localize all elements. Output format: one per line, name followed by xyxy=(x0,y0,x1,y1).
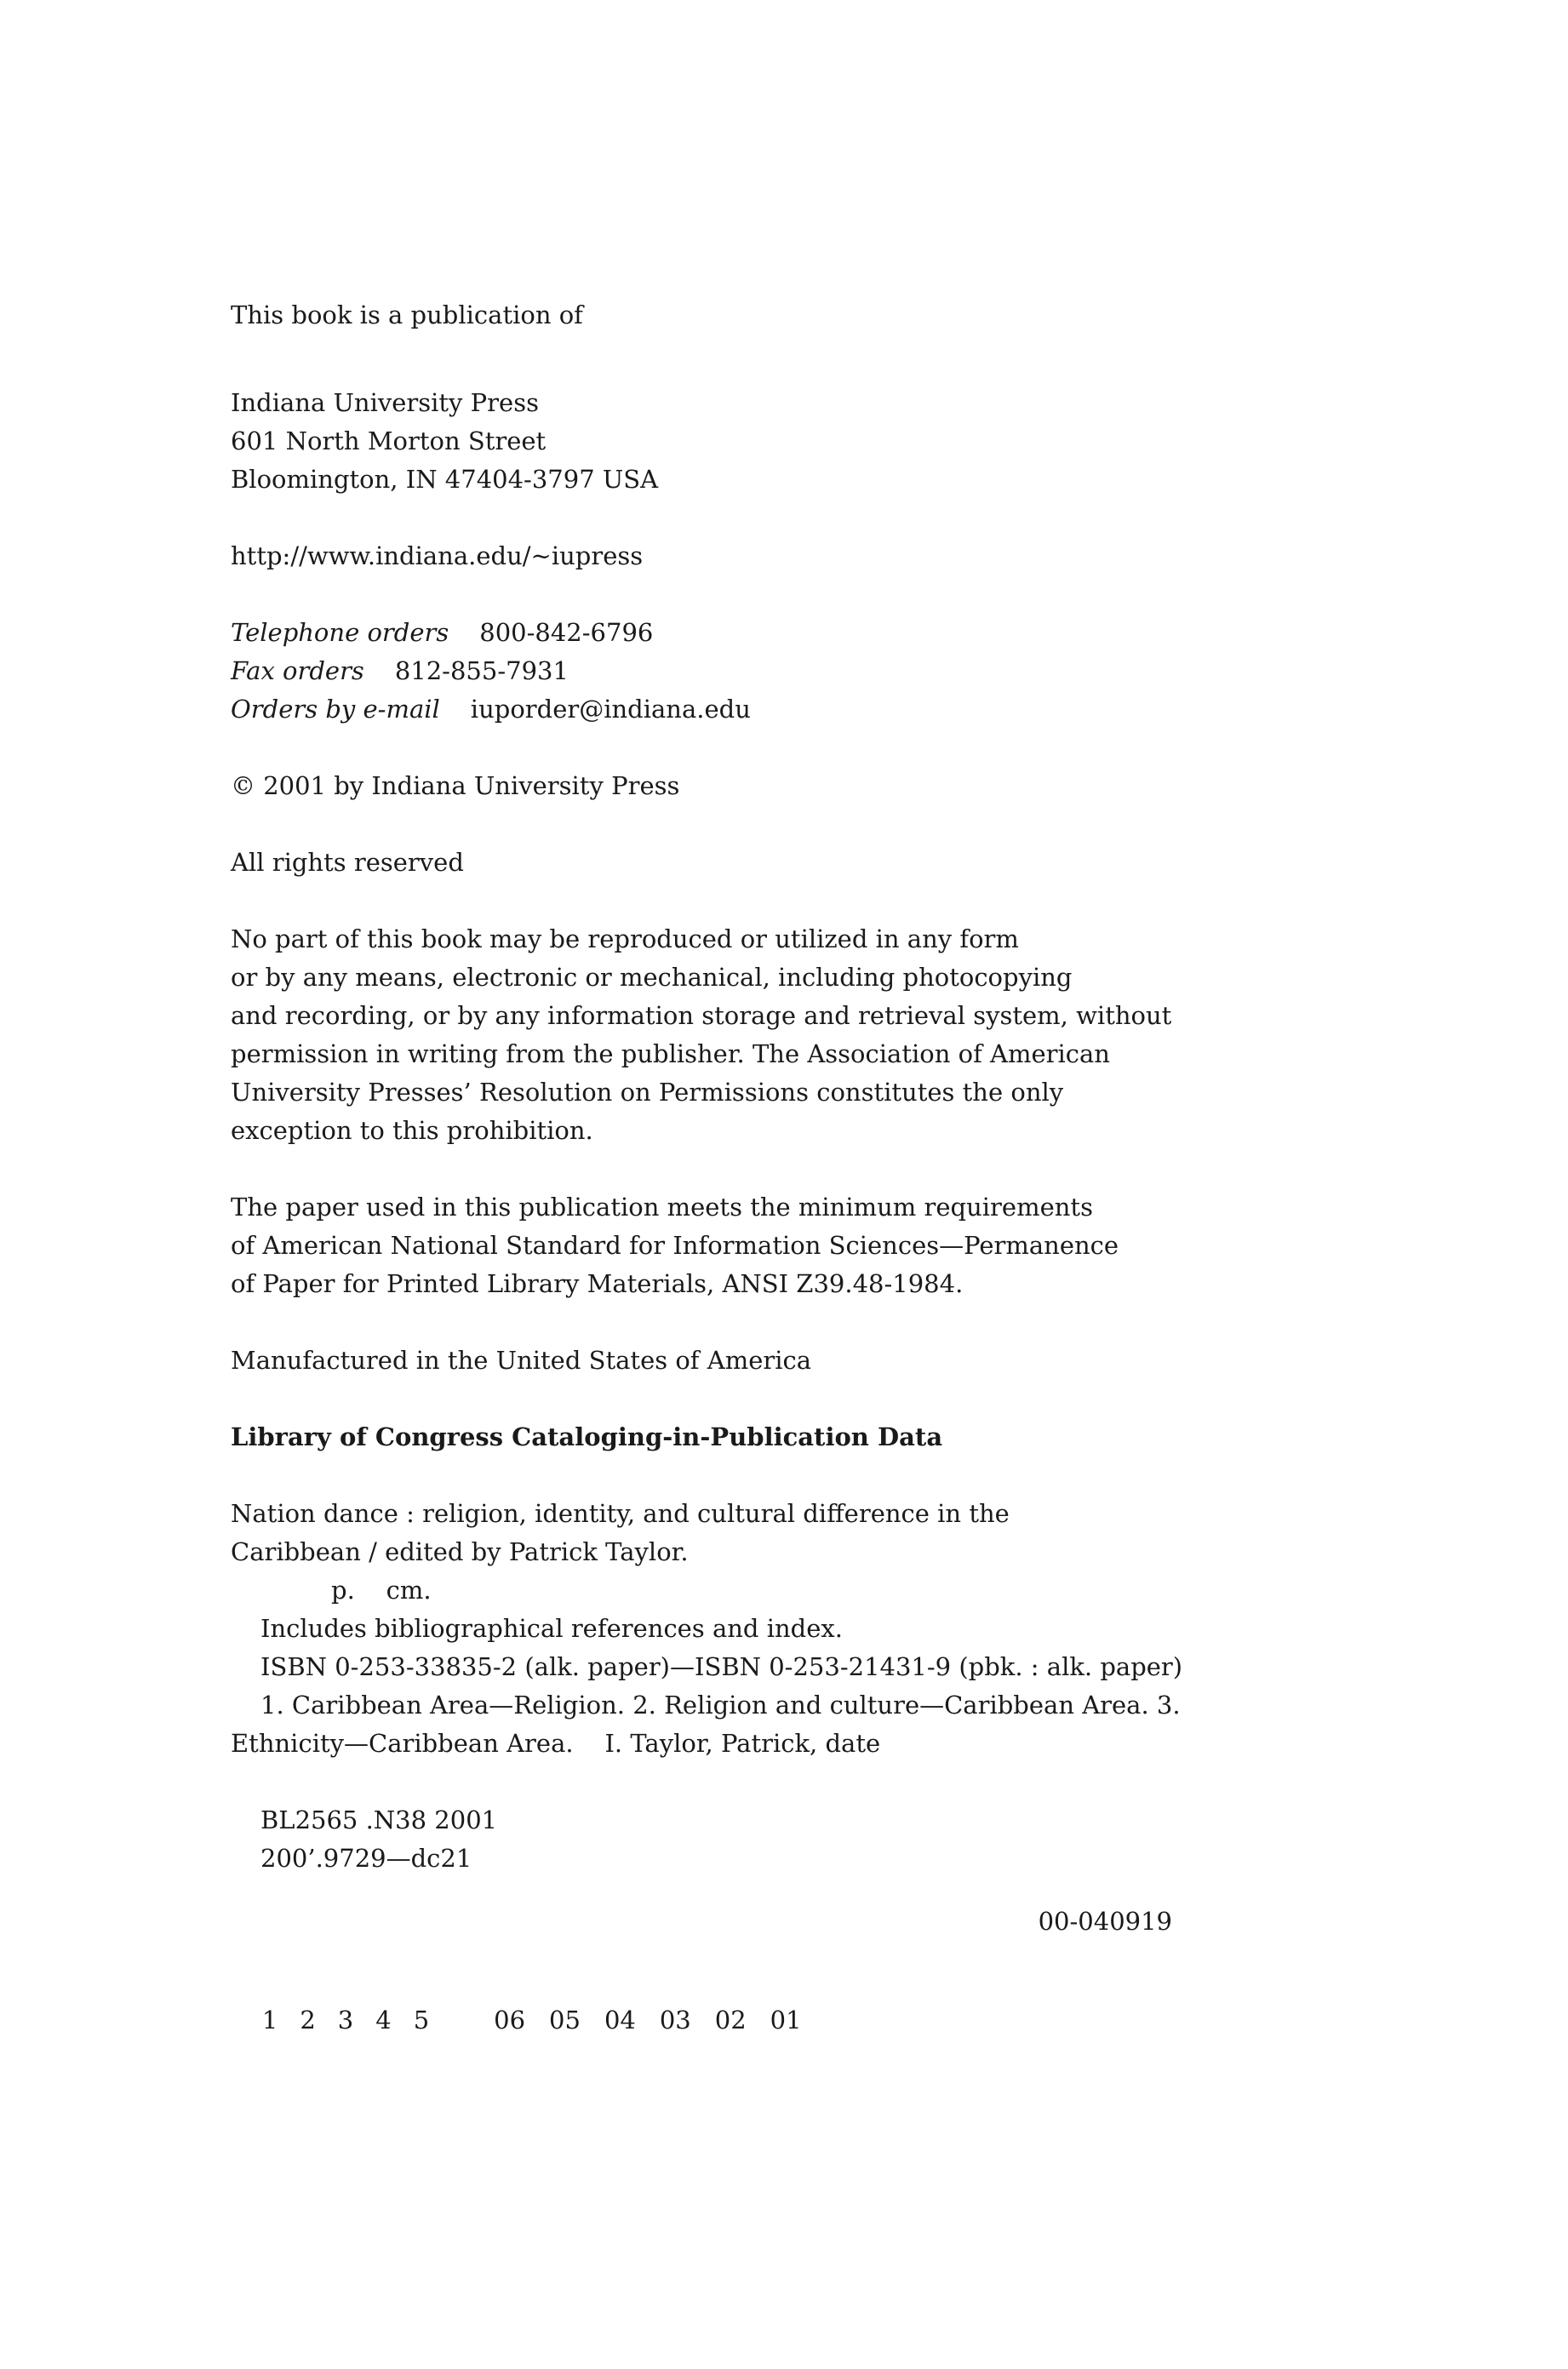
cip-dewey: 200’.9729—dc21 xyxy=(260,1844,472,1873)
publication-intro: This book is a publication of xyxy=(231,300,583,329)
impression-number: 2 xyxy=(300,2006,316,2034)
telephone-value: 800-842-6796 xyxy=(479,618,654,647)
cip-subjects-line: Ethnicity—Caribbean Area. I. Taylor, Patrick, date xyxy=(231,1729,881,1758)
impression-year: 02 xyxy=(714,2006,747,2034)
rights-line: All rights reserved xyxy=(231,848,464,877)
impression-number: 5 xyxy=(413,2006,430,2034)
impression-number: 1 xyxy=(261,2006,278,2034)
reproduction-notice-line: exception to this prohibition. xyxy=(231,1116,593,1145)
cip-title-line: Caribbean / edited by Patrick Taylor. xyxy=(231,1537,689,1566)
reproduction-notice-line: University Presses’ Resolution on Permissions constitutes the only xyxy=(231,1078,1064,1107)
email-orders xyxy=(231,690,751,729)
impression-year: 03 xyxy=(659,2006,691,2034)
impression-number: 3 xyxy=(337,2006,354,2034)
publisher-url: http://www.indiana.edu/~iupress xyxy=(231,541,644,570)
impression-year: 01 xyxy=(770,2006,802,2034)
reproduction-notice-line: and recording, or by any information storage and retrieval system, without xyxy=(231,1001,1172,1030)
impression-year: 05 xyxy=(549,2006,581,2034)
reproduction-notice-line: No part of this book may be reproduced or utilized in any form xyxy=(231,924,1019,953)
telephone-orders xyxy=(231,614,653,652)
copyright-line: © 2001 by Indiana University Press xyxy=(231,771,680,800)
email-label: Orders by e-mail xyxy=(231,695,440,724)
cip-subjects-line: 1. Caribbean Area—Religion. 2. Religion and culture—Caribbean Area. 3. xyxy=(260,1691,1181,1720)
paper-notice-line: of American National Standard for Information Sciences—Permanence xyxy=(231,1231,1119,1260)
impression-year: 04 xyxy=(604,2006,636,2034)
publisher-street: 601 North Morton Street xyxy=(231,426,547,455)
cip-lc-class: BL2565 .N38 2001 xyxy=(260,1805,498,1834)
impression-year: 06 xyxy=(494,2006,526,2034)
cip-pages: p. cm. xyxy=(331,1576,432,1605)
email-value: iuporder@indiana.edu xyxy=(470,695,751,724)
publisher-name: Indiana University Press xyxy=(231,388,539,417)
cip-bibliography: Includes bibliographical references and index. xyxy=(260,1614,843,1643)
fax-orders xyxy=(231,652,569,690)
paper-notice-line: The paper used in this publication meets the minimum requirements xyxy=(231,1193,1093,1222)
print-line xyxy=(231,1963,826,2078)
publisher-city: Bloomington, IN 47404-3797 USA xyxy=(231,465,659,494)
fax-label: Fax orders xyxy=(231,656,364,685)
reproduction-notice-line: permission in writing from the publisher. The Association of American xyxy=(231,1039,1110,1068)
cip-lccn: 00-040919 xyxy=(1038,1907,1172,1936)
impression-number: 4 xyxy=(375,2006,392,2034)
cip-isbn: ISBN 0-253-33835-2 (alk. paper)—ISBN 0-253-21431-9 (pbk. : alk. paper) xyxy=(260,1652,1183,1681)
reproduction-notice-line: or by any means, electronic or mechanical, including photocopying xyxy=(231,963,1073,992)
fax-value: 812-855-7931 xyxy=(394,656,569,685)
paper-notice-line: of Paper for Printed Library Materials, ANSI Z39.48-1984. xyxy=(231,1269,964,1298)
telephone-label: Telephone orders xyxy=(231,618,449,647)
cip-title-line: Nation dance : religion, identity, and cultural difference in the xyxy=(231,1499,1010,1528)
cip-heading: Library of Congress Cataloging-in-Publication Data xyxy=(231,1422,943,1451)
manufactured-line: Manufactured in the United States of America xyxy=(231,1346,812,1375)
